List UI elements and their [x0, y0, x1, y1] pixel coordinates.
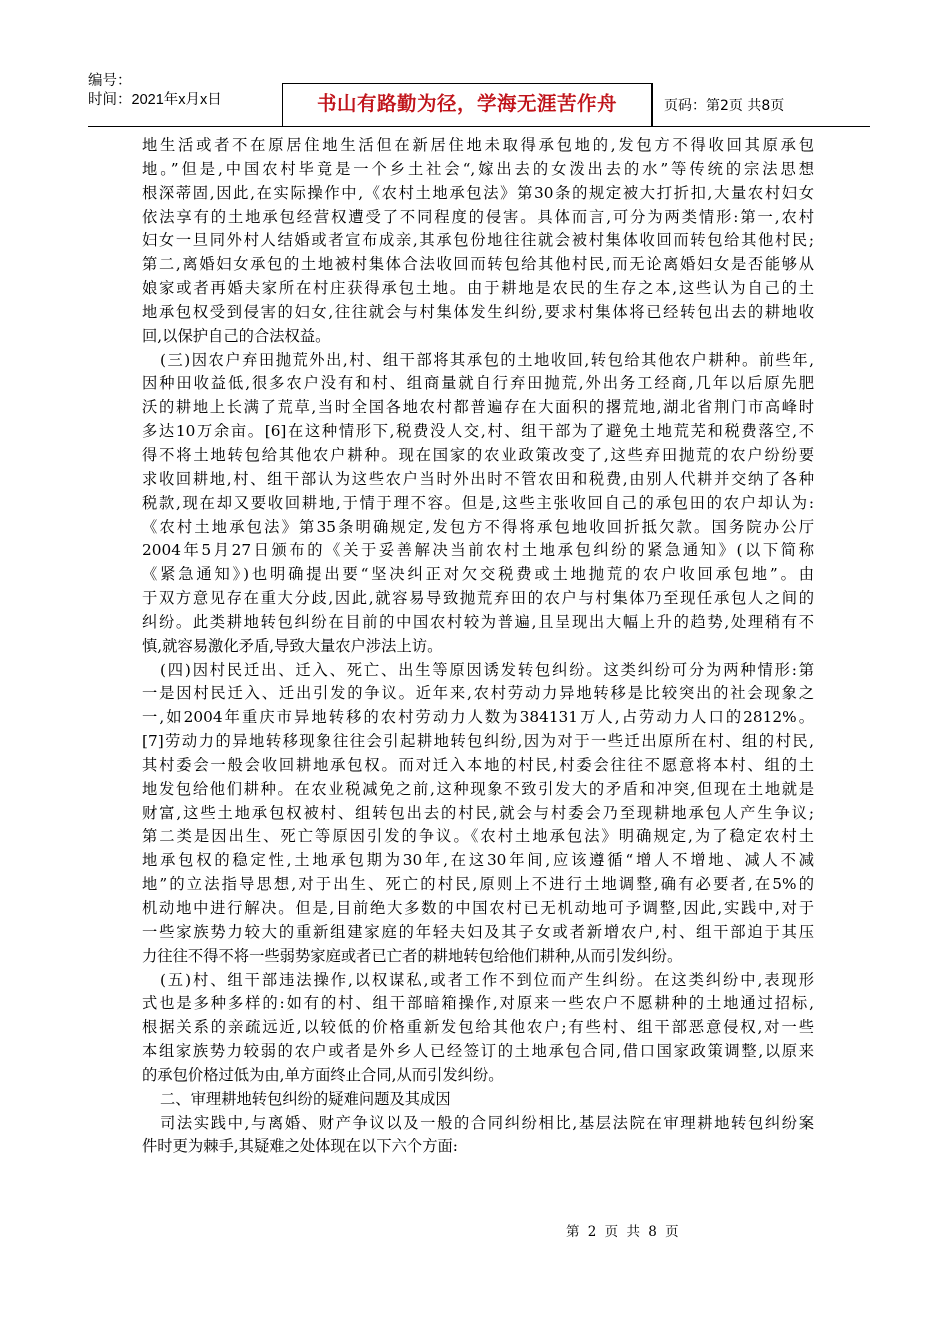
text-line: 一,如2004年重庆市异地转移的农村劳动力人数为384131万人,占劳动力人口的2812%。 [142, 708, 814, 727]
text-line: 其村委会一般会收回耕地承包权。而对迁入本地的村民,村委会往往不愿意将本村、组的土 [142, 755, 814, 774]
header-page-info: 页码：第2页 共8页 [664, 98, 785, 114]
text-line: 2004年5月27日颁布的《关于妥善解决当前农村土地承包纠纷的紧急通知》(以下简称 [142, 541, 814, 560]
header-meta [88, 72, 278, 110]
text-line: 一是因村民迁入、迁出引发的争议。近年来,农村劳动力异地转移是比较突出的社会现象之 [142, 684, 814, 703]
text-line: 求收回耕地,村、组干部认为这些农户当时外出时不管农田和税费,由别人代耕并交纳了各种 [142, 469, 814, 488]
text-line: 本组家族势力较弱的农户或者是外乡人已经签订的土地承包合同,借口国家政策调整,以原来 [142, 1042, 814, 1061]
text-line: 地发包给他们耕种。在农业税减免之前,这种现象不致引发大的矛盾和冲突,但现在土地就是 [142, 779, 814, 798]
text-line: 于双方意见存在重大分歧,因此,就容易导致抛荒弃田的农户与村集体乃至现任承包人之间的 [142, 589, 814, 608]
text-line: 第二类是因出生、死亡等原因引发的争议。《农村土地承包法》明确规定,为了稳定农村土 [142, 827, 814, 846]
text-line: 地生活或者不在原居住地生活但在新居住地未取得承包地的,发包方不得收回其原承包 [142, 136, 814, 154]
text-line: 因种田收益低,很多农户没有和村、组商量就自行弃田抛荒,外出务工经商,几年以后原先肥 [142, 374, 814, 393]
text-line: 沃的耕地上长满了荒草,当时全国各地农村都普遍存在大面积的撂荒地,湖北省荆门市高峰时 [142, 398, 814, 417]
body-text [142, 134, 814, 1159]
text-line: 的承包价格过低为由,单方面终止合同,从而引发纠纷。 [142, 1065, 504, 1084]
header-rule [88, 126, 870, 127]
text-line: 税款,现在却又要收回耕地,于情于理不容。但是,这些主张收回自己的承包田的农户却认为: [142, 493, 814, 512]
text-line: [7]劳动力的异地转移现象往往会引起耕地转包纠纷,因为对于一些迁出原所在村、组的村民, [142, 732, 814, 751]
text-line: 一些家族势力较大的重新组建家庭的年轻夫妇及其子女或者新增农户,村、组干部迫于其压 [142, 922, 814, 941]
text-line: 回,以保护自己的合法权益。 [142, 326, 331, 345]
text-line: 地承包权受到侵害的妇女,往往就会与村集体发生纠纷,要求村集体将已经转包出去的耕地收 [142, 302, 814, 321]
page-footer: 第 2 页 共 8 页 [566, 1224, 681, 1240]
text-line: 力往往不得不将一些弱势家庭或者已亡者的耕地转包给他们耕种,从而引发纠纷。 [142, 946, 683, 965]
text-line: 件时更为棘手,其疑难之处体现在以下六个方面: [142, 1137, 458, 1156]
text-line: 第二,离婚妇女承包的土地被村集体合法收回而转包给其他村民,而无论离婚妇女是否能够从 [142, 255, 814, 274]
text-line: 式也是多种多样的:如有的村、组干部暗箱操作,对原来一些农户不愿耕种的土地通过招标, [142, 994, 814, 1013]
document-number-label: 编号： [88, 73, 132, 89]
text-line: 地。”但是,中国农村毕竟是一个乡土社会“,嫁出去的女泼出去的水”等传统的宗法思想 [142, 159, 814, 178]
text-line: 妇女一旦同外村人结婚或者宣布成亲,其承包份地往往就会被村集体收回而转包给其他村民; [142, 231, 814, 250]
text-line: 地承包权的稳定性,土地承包期为30年,在这30年间,应该遵循“增人不增地、减人不减 [142, 851, 814, 870]
document-date-label: 时间：2021年x月x日 [88, 92, 222, 108]
text-line: 机动地中进行解决。但是,目前绝大多数的中国农村已无机动地可予调整,因此,实践中,对于 [142, 899, 814, 917]
text-line: 根据关系的亲疏远近,以较低的价格重新发包给其他农户;有些村、组干部恶意侵权,对一些 [142, 1018, 814, 1037]
text-line: 地”的立法指导思想,对于出生、死亡的村民,原则上不进行土地调整,确有必要者,在5%的 [142, 875, 814, 894]
text-line: 财富,这些土地承包权被村、组转包出去的村民,就会与村委会乃至现耕地承包人产生争议; [142, 803, 814, 822]
text-line: 依法享有的土地承包经营权遭受了不同程度的侵害。具体而言,可分为两类情形:第一,农村 [142, 207, 814, 226]
header-motto: 书山有路勤为径，学海无涯苦作舟 [316, 92, 617, 115]
text-line: 二、审理耕地转包纠纷的疑难问题及其成因 [160, 1089, 451, 1108]
text-line: 得不将土地转包给其他农户耕种。现在国家的农业政策改变了,这些弃田抛荒的农户纷纷要 [142, 445, 814, 464]
text-line: 《紧急通知》)也明确提出要“坚决纠正对欠交税费或土地抛荒的农户收回承包地”。由 [142, 565, 814, 584]
text-line: 《农村土地承包法》第35条明确规定,发包方不得将承包地收回折抵欠款。国务院办公厅 [142, 517, 814, 536]
text-line: 多达10万余亩。[6]在这种情形下,税费没人交,村、组干部为了避免土地荒芜和税费落空,不 [142, 422, 814, 441]
text-line: 纠纷。此类耕地转包纠纷在目前的中国农村较为普遍,且呈现出大幅上升的趋势,处理稍有不 [142, 612, 814, 631]
text-line: 娘家或者再婚夫家所在村庄获得承包土地。由于耕地是农民的生存之本,这些认为自己的土 [142, 279, 814, 298]
header-divider [652, 83, 653, 126]
text-line: (五)村、组干部违法操作,以权谋私,或者工作不到位而产生纠纷。在这类纠纷中,表现形 [160, 970, 814, 989]
text-line: 慎,就容易激化矛盾,导致大量农户涉法上访。 [142, 636, 443, 655]
text-line: 根深蒂固,因此,在实际操作中,《农村土地承包法》第30条的规定被大打折扣,大量农村妇女 [142, 183, 814, 202]
text-line: (四)因村民迁出、迁入、死亡、出生等原因诱发转包纠纷。这类纠纷可分为两种情形:第 [160, 660, 814, 679]
text-line: 司法实践中,与离婚、财产争议以及一般的合同纠纷相比,基层法院在审理耕地转包纠纷案 [160, 1113, 814, 1132]
text-line: (三)因农户弃田抛荒外出,村、组干部将其承包的土地收回,转包给其他农户耕种。前些年, [160, 350, 814, 369]
